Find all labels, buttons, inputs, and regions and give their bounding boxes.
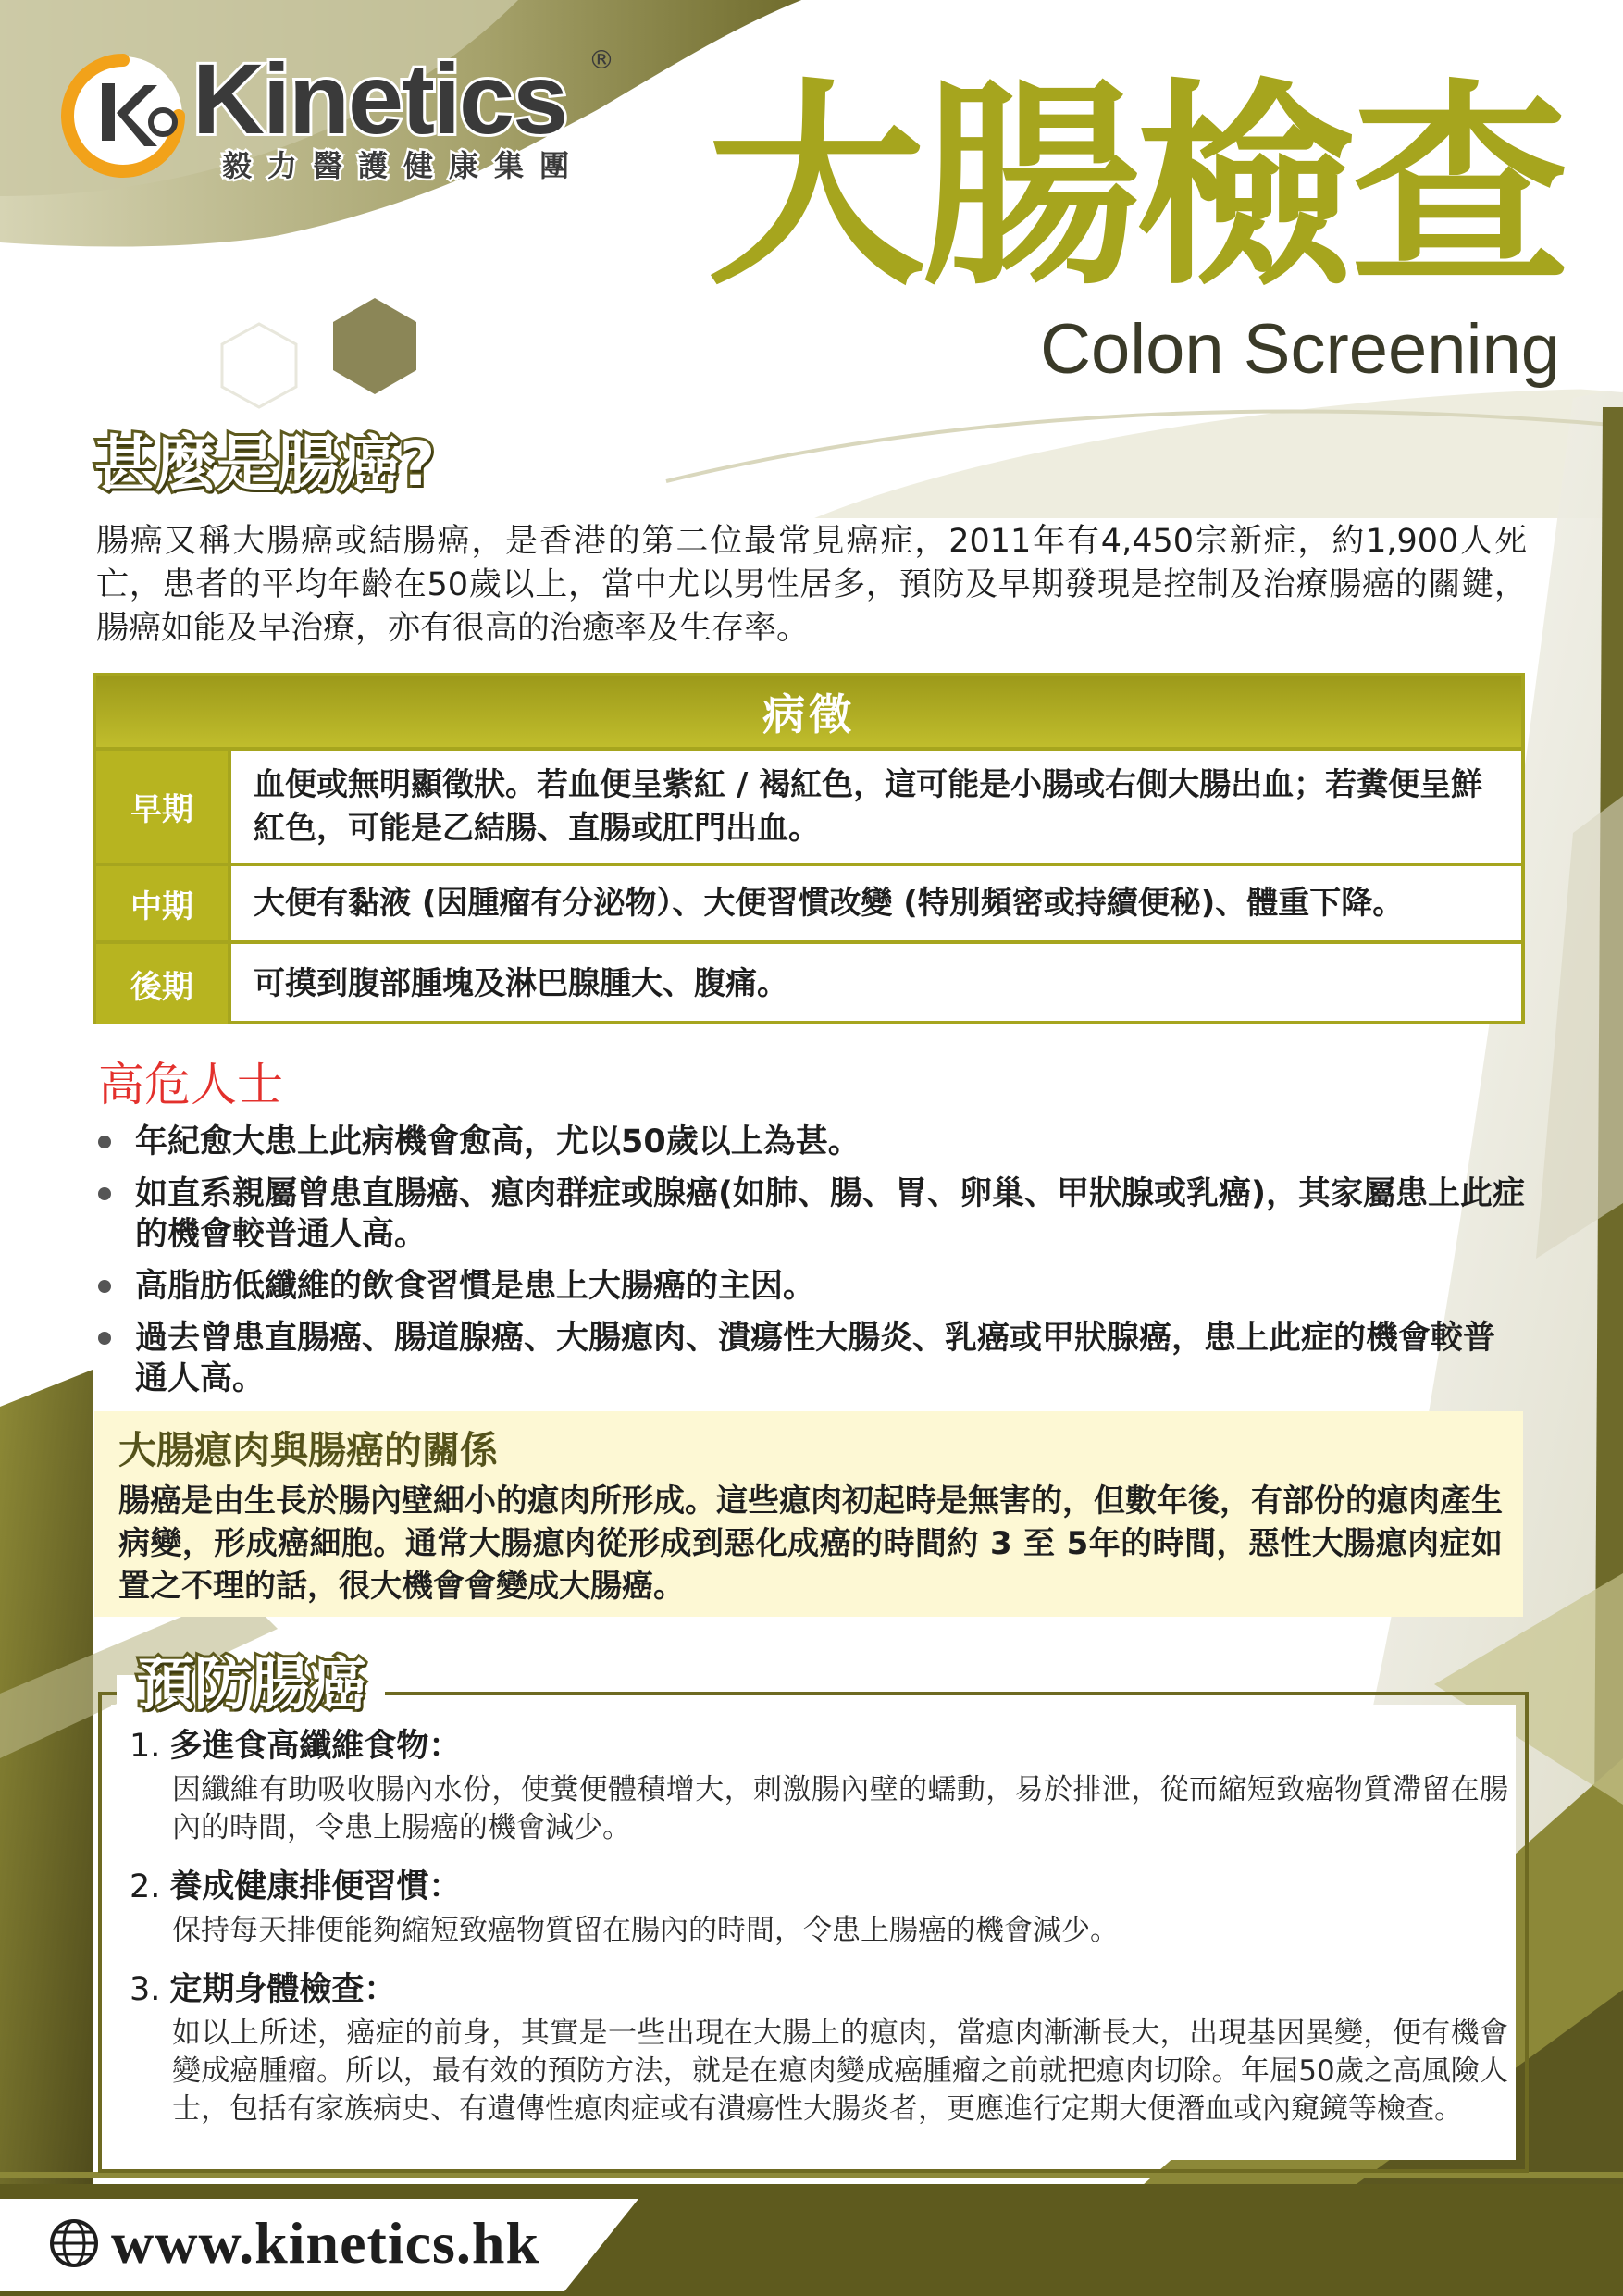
stage-label: 中期 bbox=[96, 866, 231, 940]
polyp-info-box bbox=[94, 1411, 1523, 1617]
list-item bbox=[130, 1967, 1508, 2128]
polyp-heading: 大腸瘜肉與腸癌的關係 bbox=[118, 1428, 498, 1472]
list-item bbox=[130, 1723, 1508, 1847]
brand-tagline: 毅力醫護健康集團 bbox=[222, 148, 586, 183]
table-row bbox=[96, 940, 1521, 1024]
high-risk-heading: 高危人士 bbox=[98, 1058, 283, 1111]
intro-paragraph: 腸癌又稱大腸癌或結腸癌，是香港的第二位最常見癌症，2011年有4,450宗新症，約1,900人死亡，患者的平均年齡在50歲以上，當中尤以男性居多，預防及早期發現是控制及治療腸癌的關鍵，腸癌如能及早治療，亦有很高的治癒率及生存率。 bbox=[96, 523, 1527, 647]
k-circle-icon bbox=[54, 46, 192, 185]
website-link[interactable]: www.kinetics.hk bbox=[111, 2210, 540, 2276]
list-item bbox=[130, 1864, 1508, 1950]
item-title: 定期身體檢查： bbox=[169, 1971, 397, 2008]
bullet-icon bbox=[98, 1280, 111, 1293]
brand-wordmark: Kinetics bbox=[192, 43, 567, 155]
bullet-icon bbox=[98, 1136, 111, 1148]
bullet-icon bbox=[98, 1187, 111, 1200]
polyp-paragraph: 腸癌是由生長於腸內壁細小的瘜肉所形成。這些瘜肉初起時是無害的，但數年後，有部份的瘜肉產生病變，形成癌細胞。通常大腸瘜肉從形成到惡化成癌的時間約 3 至 5年的時間，惡性大腸瘜肉症如置之不理的話，很大機會會變成大腸癌。 bbox=[118, 1483, 1503, 1605]
item-number: 2. bbox=[130, 1868, 161, 1905]
item-description: 因纖維有助吸收腸內水份，使糞便體積增大，刺激腸內壁的蠕動，易於排泄，從而縮短致癌物質滯留在腸內的時間，令患上腸癌的機會減少。 bbox=[172, 1773, 1508, 1844]
what-is-heading: 甚麼是腸癌? bbox=[94, 428, 436, 500]
page-subtitle: Colon Screening bbox=[1040, 310, 1560, 389]
stage-label: 早期 bbox=[96, 751, 231, 863]
stage-label: 後期 bbox=[96, 944, 231, 1024]
stage-description: 血便或無明顯徵狀。若血便呈紫紅 / 褐紅色，這可能是小腸或右側大腸出血；若糞便呈鮮紅色，可能是乙結腸、直腸或肛門出血。 bbox=[254, 765, 1483, 847]
symptoms-table-header: 病徵 bbox=[96, 676, 1521, 747]
list-item: 年紀愈大患上此病機會愈高，尤以50歲以上為甚。 bbox=[96, 1122, 1527, 1162]
bullet-icon bbox=[98, 1332, 111, 1345]
stage-description: 可摸到腹部腫塊及淋巴腺腫大、腹痛。 bbox=[254, 965, 788, 1002]
prevention-list bbox=[130, 1723, 1508, 2145]
item-description: 保持每天排便能夠縮短致癌物質留在腸內的時間，令患上腸癌的機會減少。 bbox=[172, 1914, 1119, 1947]
list-item: 如直系親屬曾患直腸癌、瘜肉群症或腺癌(如肺、腸、胃、卵巢、甲狀腺或乳癌)，其家屬患上此症的機會較普通人高。 bbox=[96, 1173, 1527, 1255]
symptoms-table bbox=[93, 673, 1525, 1024]
kinetics-logo[interactable] bbox=[54, 39, 646, 196]
item-number: 3. bbox=[130, 1971, 161, 2008]
item-number: 1. bbox=[130, 1728, 161, 1765]
prevention-heading: 預防腸癌 bbox=[137, 1650, 367, 1718]
list-item: 高脂肪低纖維的飲食習慣是患上大腸癌的主因。 bbox=[96, 1266, 1527, 1307]
globe-icon bbox=[48, 2217, 100, 2269]
item-title: 養成健康排便習慣： bbox=[169, 1868, 462, 1905]
stage-description: 大便有黏液 (因腫瘤有分泌物）、大便習慣改變 (特別頻密或持續便秘)、體重下降。 bbox=[254, 884, 1405, 922]
registered-mark: ® bbox=[588, 44, 614, 75]
list-item: 過去曾患直腸癌、腸道腺癌、大腸瘜肉、潰瘍性大腸炎、乳癌或甲狀腺癌，患上此症的機會較普通人高。 bbox=[96, 1318, 1527, 1399]
item-title: 多進食高纖維食物： bbox=[169, 1728, 462, 1765]
table-row bbox=[96, 747, 1521, 863]
high-risk-list bbox=[96, 1122, 1527, 1410]
table-row bbox=[96, 863, 1521, 940]
item-description: 如以上所述，癌症的前身，其實是一些出現在大腸上的瘜肉，當瘜肉漸漸長大，出現基因異變，便有機會變成癌腫瘤。所以，最有效的預防方法，就是在瘜肉變成癌腫瘤之前就把瘜肉切除。年屆50歲之高風險人士，包括有家族病史、有遺傳性瘜肉症或有潰瘍性大腸炎者，更應進行定期大便潛血或內窺鏡等檢查。 bbox=[172, 2017, 1508, 2126]
page-title: 大腸檢查 bbox=[706, 60, 1566, 315]
